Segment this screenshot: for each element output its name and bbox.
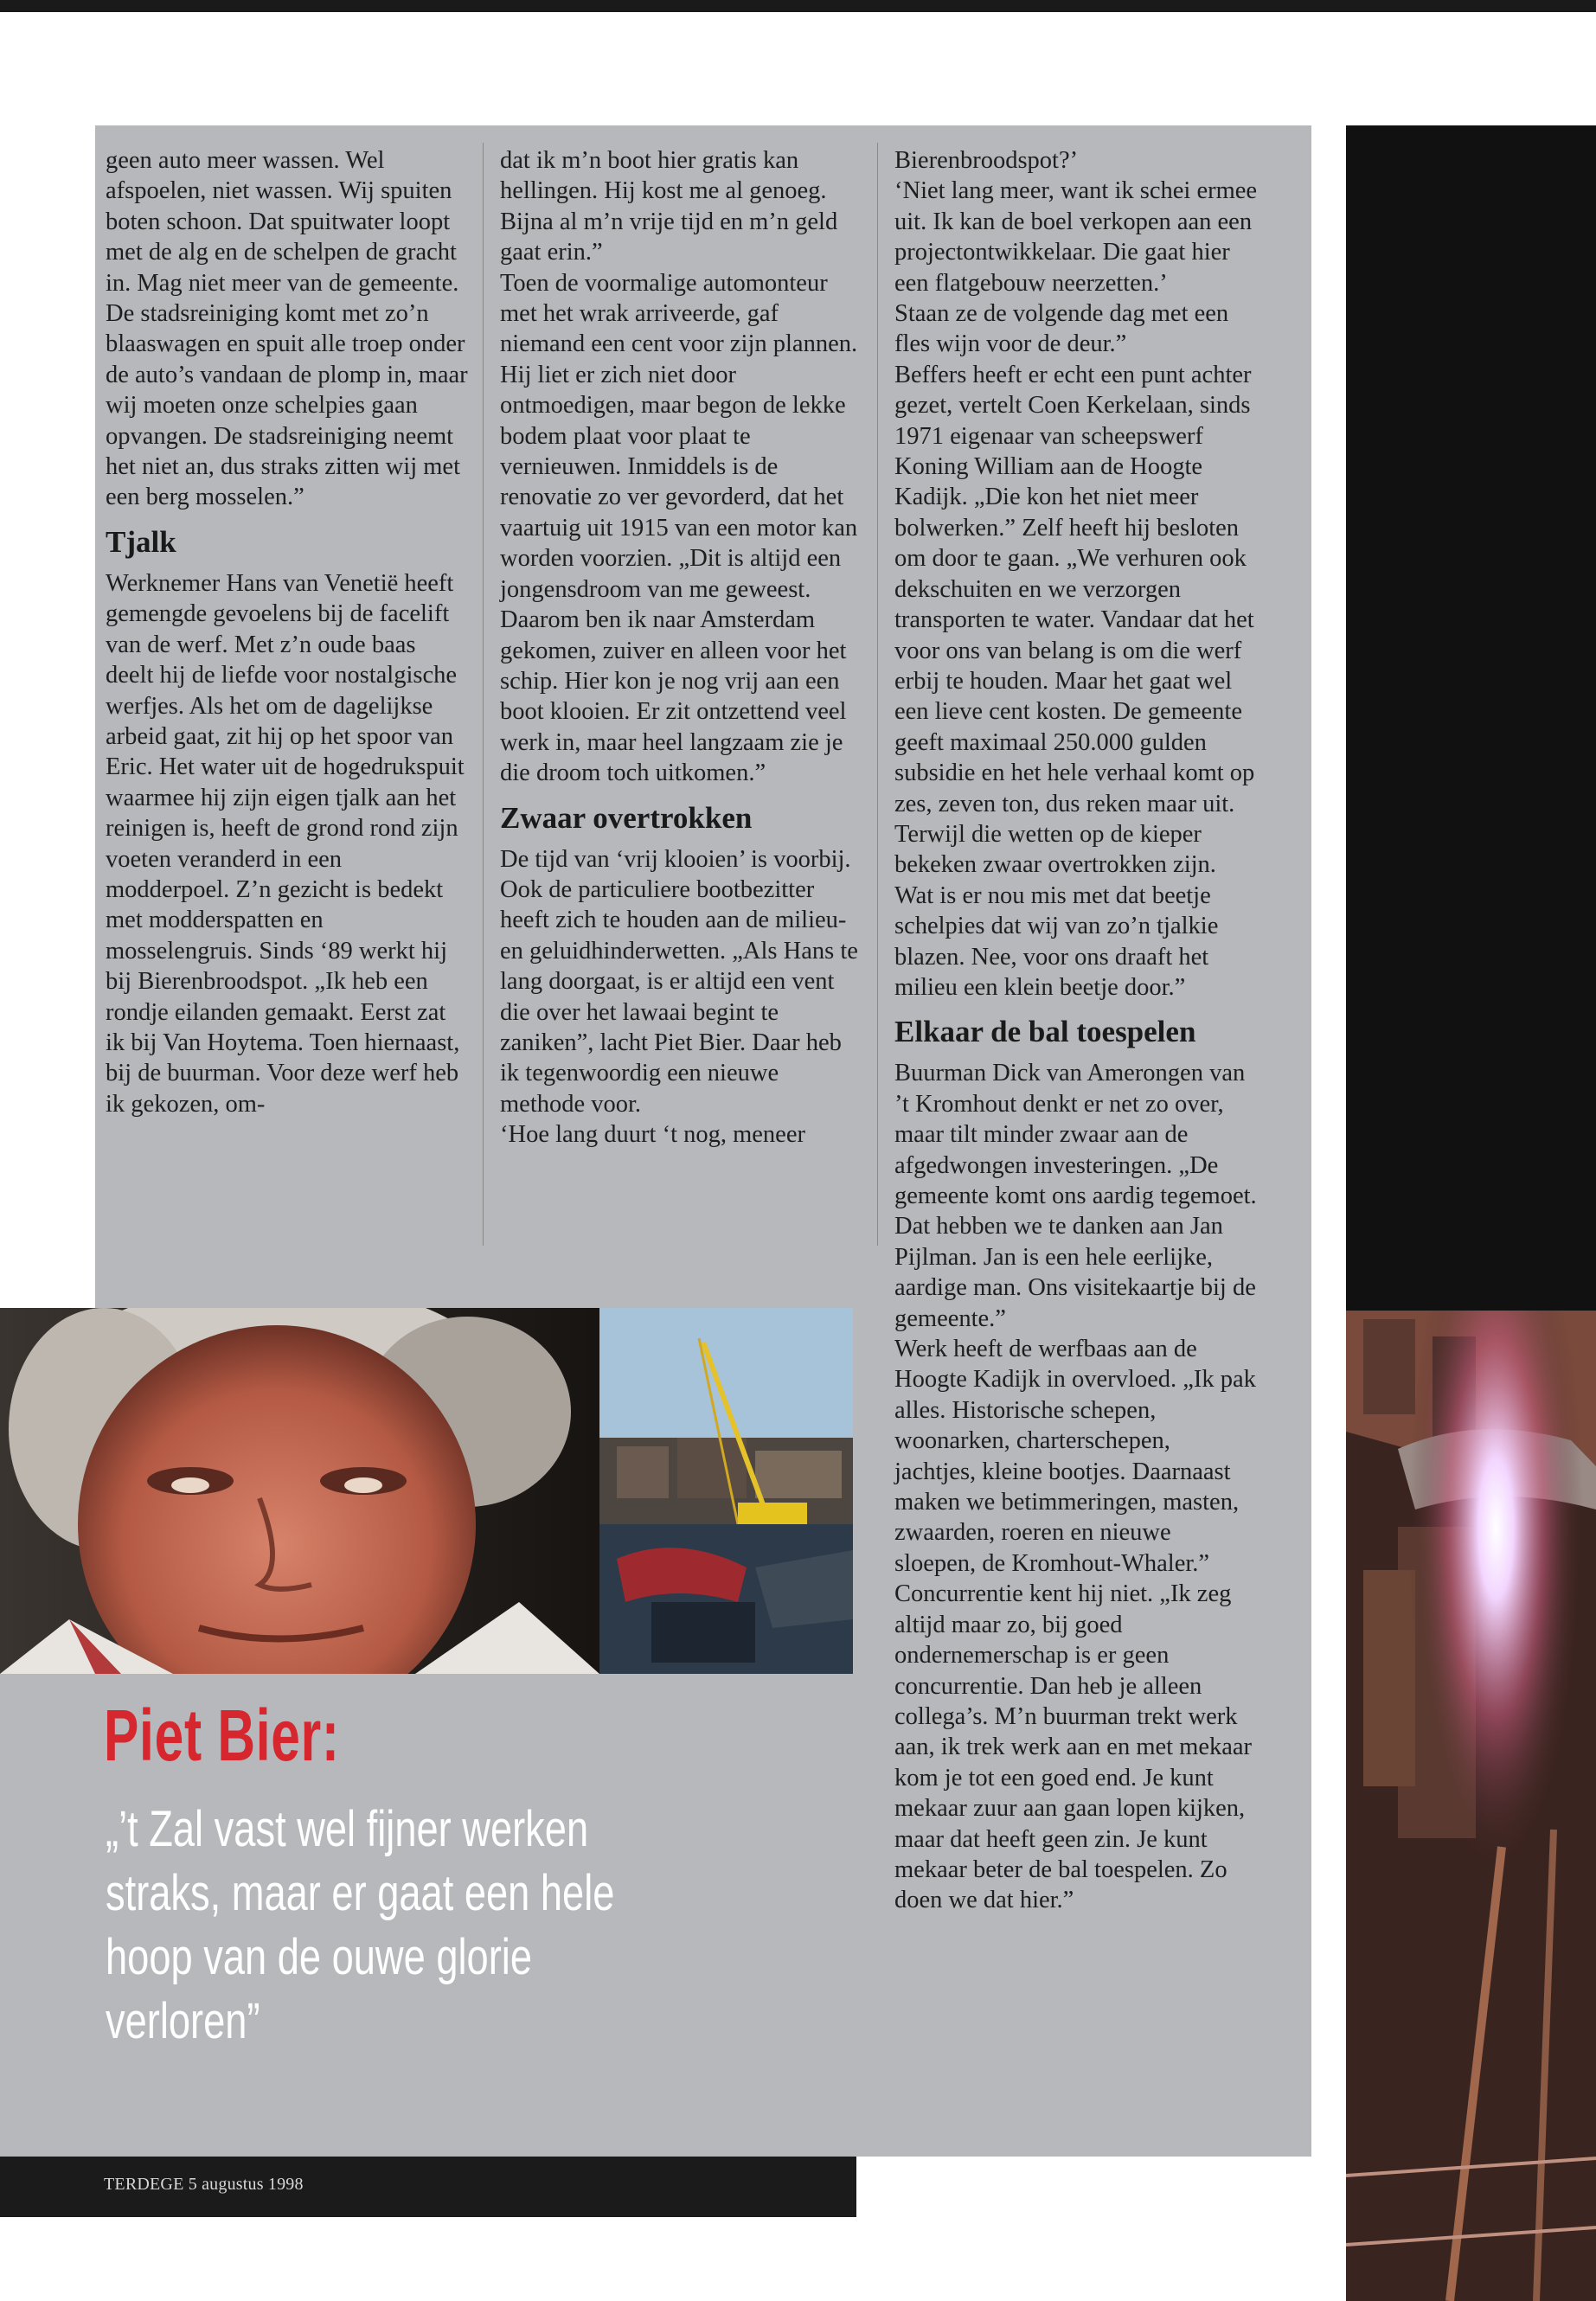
paragraph: ‘Hoe lang duurt ‘t nog, meneer [500, 1121, 805, 1149]
paragraph: dat ik m’n boot hier gratis kan hellingen. Hij kost me al genoeg. Bijna al m’n vrije tijd en m’n geld gaat erin.” [500, 147, 838, 266]
paragraph: Toen de voormalige automonteur met het wrak arriveerde, gaf niemand een cent voor zijn plannen. Hij liet er zich niet door ontmoedigen, maar begon de lekke bodem plaat voor plaat te vernieuwen. Inmiddels is de renovatie zo ver gevorderd, dat het vaartuig uit 1915 van een motor kan worden voorzien. „Dit is altijd een jongensdroom van me geweest. Daarom ben ik naar Amsterdam gekomen, zuiver en alleen voor het schip. Hier kon je nog vrij aan een boot klooien. Er zit ontzettend veel werk in, maar heel langzaam zie je die droom toch uitkomen.” [500, 269, 858, 787]
paragraph: Beffers heeft er echt een punt achter gezet, vertelt Coen Kerkelaan, sinds 1971 eigenaar van scheepswerf Koning William aan de Hoogte Kadijk. „Die kon het niet meer bolwerken.” Zelf heeft hij besloten om door te gaan. „We verhuren ook dekschuiten en we verzorgen transporten te water. Vandaar dat het voor ons van belang is om die werf erbij te houden. Maar het gaat wel een lieve cent kosten. De gemeente geeft maximaal 250.000 gulden subsidie en het hele verhaal komt op zes, zeven ton, dus reken maar uit. Terwijl die wetten op de kieper bekeken zwaar overtrokken zijn. Wat is er nou mis met dat beetje schelpies dat wij van zo’n tjalkie blazen. Nee, voor ons draaft het milieu een klein beetje door.” [894, 361, 1255, 1001]
welder-illustration [1346, 1311, 1596, 2301]
paragraph: De tijd van ‘vrij klooien’ is voorbij. Ook de particuliere bootbezitter heeft zich te houden aan de milieu- en geluidhinderwetten. „Als Hans te lang doorgaat, is er altijd een vent die over het lawaai begint te zaniken”, lacht Piet Bier. Daar heb ik tegenwoordig een nieuwe methode voor. [500, 845, 858, 1118]
article-column-1 [106, 145, 469, 1119]
column-divider [483, 143, 484, 1246]
article-column-2 [500, 145, 863, 1150]
top-edge-bar [0, 0, 1596, 12]
portrait-illustration [0, 1308, 599, 1674]
paragraph: Buurman Dick van Amerongen van ’t Kromhout denkt er net zo over, maar tilt minder zwaar aan de afgedwongen investeringen. „De gemeente komt ons aardig tegemoet. Dat hebben we te danken aan Jan Pijlman. Jan is een hele eerlijke, aardige man. Ons visitekaartje bij de gemeente.” [894, 1060, 1257, 1332]
paragraph: ‘Niet lang meer, want ik schei ermee uit. Ik kan de boel verkopen aan een projectontwikkelaar. Die gaat hier een flatgebouw neerzetten.’ [894, 177, 1258, 297]
paragraph: geen auto meer wassen. Wel afspoelen, niet wassen. Wij spuiten boten schoon. Dat spuitwater loopt met de alg en de schelpen de gracht in. Mag niet meer van de gemeente. De stadsreiniging komt met zo’n blaaswagen en spuit alle troep onder de auto’s vandaan de plomp in, maar wij moeten onze schelpies gaan opvangen. De stadsreiniging neemt het niet an, dus straks zitten wij met een berg mosselen.” [106, 147, 468, 511]
shipyard-illustration [599, 1308, 853, 1674]
pullquote-name: Piet Bier: [104, 1695, 340, 1776]
column-divider [877, 143, 878, 1246]
paragraph: Werknemer Hans van Venetië heeft gemengde gevoelens bij de facelift van de werf. Met z’n oude baas deelt hij de liefde voor nostalgische werfjes. Als het om de dagelijkse arbeid gaat, zit hij op het spoor van Eric. Het water uit de hogedrukspuit waarmee hij zijn eigen tjalk aan het reinigen is, heeft de grond rond zijn voeten veranderd in een modderpoel. Z’n gezicht is bedekt met modderspatten en mosselengruis. Sinds ‘89 werkt hij bij Bierenbroodspot. „Ik heb een rondje eilanden gemaakt. Eerst zat ik bij Van Hoytema. Toen hiernaast, bij de buurman. Voor deze werf heb ik gekozen, om- [106, 569, 465, 1118]
subheading-zwaar-overtrokken: Zwaar overtrokken [500, 800, 753, 835]
right-black-strip [1346, 125, 1596, 1311]
paragraph: Staan ze de volgende dag met een fles wijn voor de deur.” [894, 300, 1229, 358]
subheading-tjalk: Tjalk [106, 524, 176, 559]
subheading-elkaar-de-bal-toespelen: Elkaar de bal toespelen [894, 1015, 1196, 1049]
pullquote-text: „’t Zal vast wel fijner werken straks, maar er gaat een hele hoop van de ouwe glorie verloren” [106, 1801, 615, 2049]
footer-issue-date: TERDEGE 5 augustus 1998 [104, 2175, 304, 2194]
shipyard-crane-photo [599, 1308, 853, 1674]
portrait-photo [0, 1308, 599, 1674]
paragraph: Bierenbroodspot?’ [894, 147, 1079, 174]
welder-photo [1346, 1311, 1596, 2301]
paragraph: Werk heeft de werfbaas aan de Hoogte Kadijk in overvloed. „Ik pak alles. Historische schepen, woonarken, charterschepen, jachtjes, kleine bootjes. Daarnaast maken we betimmeringen, masten, zwaarden, roeren en nieuwe sloepen, de Kromhout-Whaler.” [894, 1336, 1256, 1577]
article-column-3 [894, 145, 1258, 1916]
paragraph: Concurrentie kent hij niet. „Ik zeg altijd maar zo, bij goed ondernemerschap is er geen concurrentie. Dan heb je alleen collega’s. M’n buurman trekt werk aan, ik trek werk aan en met mekaar kom je tot een goed end. Je kunt mekaar zuur aan gaan lopen kijken, maar dat heeft geen zin. Je kunt mekaar beter de bal toespelen. Zo doen we dat hier.” [894, 1580, 1253, 1914]
